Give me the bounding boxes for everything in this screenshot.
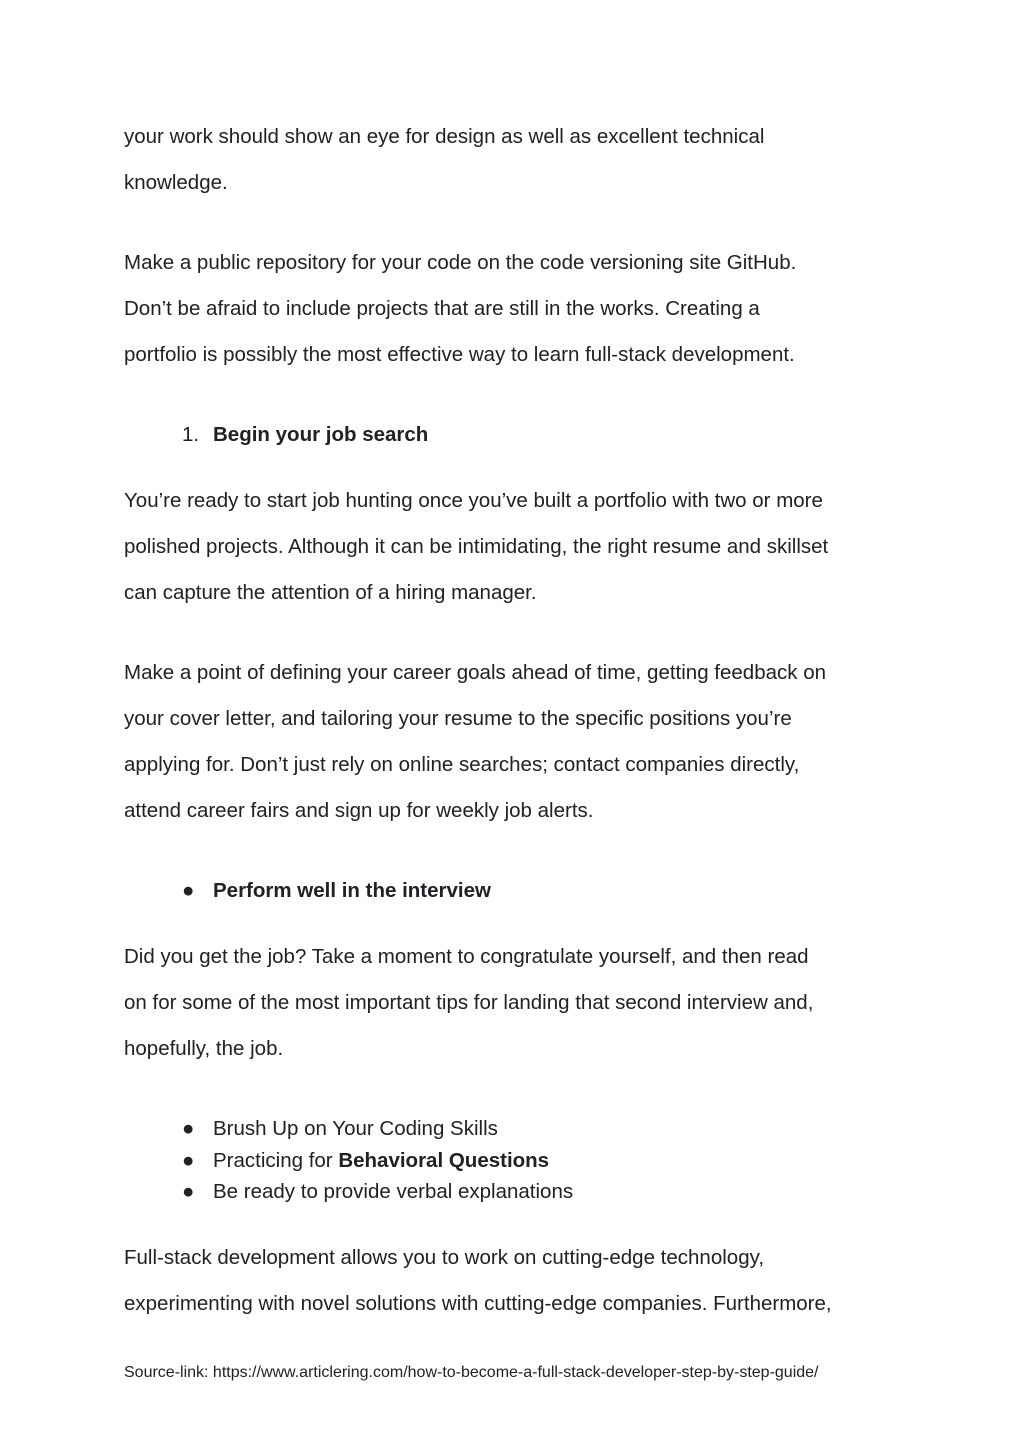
source-link-footer: Source-link: https://www.articlering.com/how-to-become-a-full-stack-developer-step-by-step-guide/ — [124, 1364, 819, 1381]
text-line: Make a point of defining your career goals ahead of time, getting feedback on — [124, 661, 827, 684]
section-heading-job-search — [182, 423, 428, 447]
text-line: Full-stack development allows you to work on cutting-edge technology, — [124, 1246, 765, 1269]
list-item-text: Brush Up on Your Coding Skills — [213, 1117, 498, 1140]
text-line: You’re ready to start job hunting once you’ve built a portfolio with two or more — [124, 489, 823, 512]
list-number: 1. — [182, 423, 200, 446]
text-line: applying for. Don’t just rely on online searches; contact companies directly, — [124, 753, 800, 776]
list-item-text: Practicing for — [213, 1149, 339, 1172]
text-line: Make a public repository for your code on the code versioning site GitHub. — [124, 251, 797, 274]
text-line: on for some of the most important tips for landing that second interview and, — [124, 991, 814, 1014]
text-line: hopefully, the job. — [124, 1037, 284, 1060]
bullet-icon: ● — [182, 1117, 195, 1140]
text-line: experimenting with novel solutions with cutting-edge companies. Furthermore, — [124, 1292, 832, 1315]
list-item — [182, 1149, 549, 1173]
text-line: Did you get the job? Take a moment to congratulate yourself, and then read — [124, 945, 809, 968]
list-item — [182, 1180, 573, 1204]
text-line: Don’t be afraid to include projects that are still in the works. Creating a — [124, 297, 760, 320]
heading-text: Perform well in the interview — [213, 879, 491, 902]
bullet-icon: ● — [182, 879, 195, 902]
list-item-text: Be ready to provide verbal explanations — [213, 1180, 574, 1203]
bullet-icon: ● — [182, 1180, 195, 1203]
bullet-icon: ● — [182, 1149, 195, 1172]
list-item-bold-text: Behavioral Questions — [338, 1149, 550, 1172]
text-line: your cover letter, and tailoring your resume to the specific positions you’re — [124, 707, 792, 730]
text-line: knowledge. — [124, 171, 228, 194]
text-line: portfolio is possibly the most effective way to learn full-stack development. — [124, 343, 795, 366]
text-line: can capture the attention of a hiring manager. — [124, 581, 537, 604]
text-line: attend career fairs and sign up for weekly job alerts. — [124, 799, 594, 822]
text-line: your work should show an eye for design as well as excellent technical — [124, 125, 765, 148]
list-item — [182, 1117, 498, 1141]
text-line: polished projects. Although it can be intimidating, the right resume and skillset — [124, 535, 829, 558]
heading-text: Begin your job search — [213, 423, 429, 446]
section-heading-interview — [182, 879, 491, 903]
